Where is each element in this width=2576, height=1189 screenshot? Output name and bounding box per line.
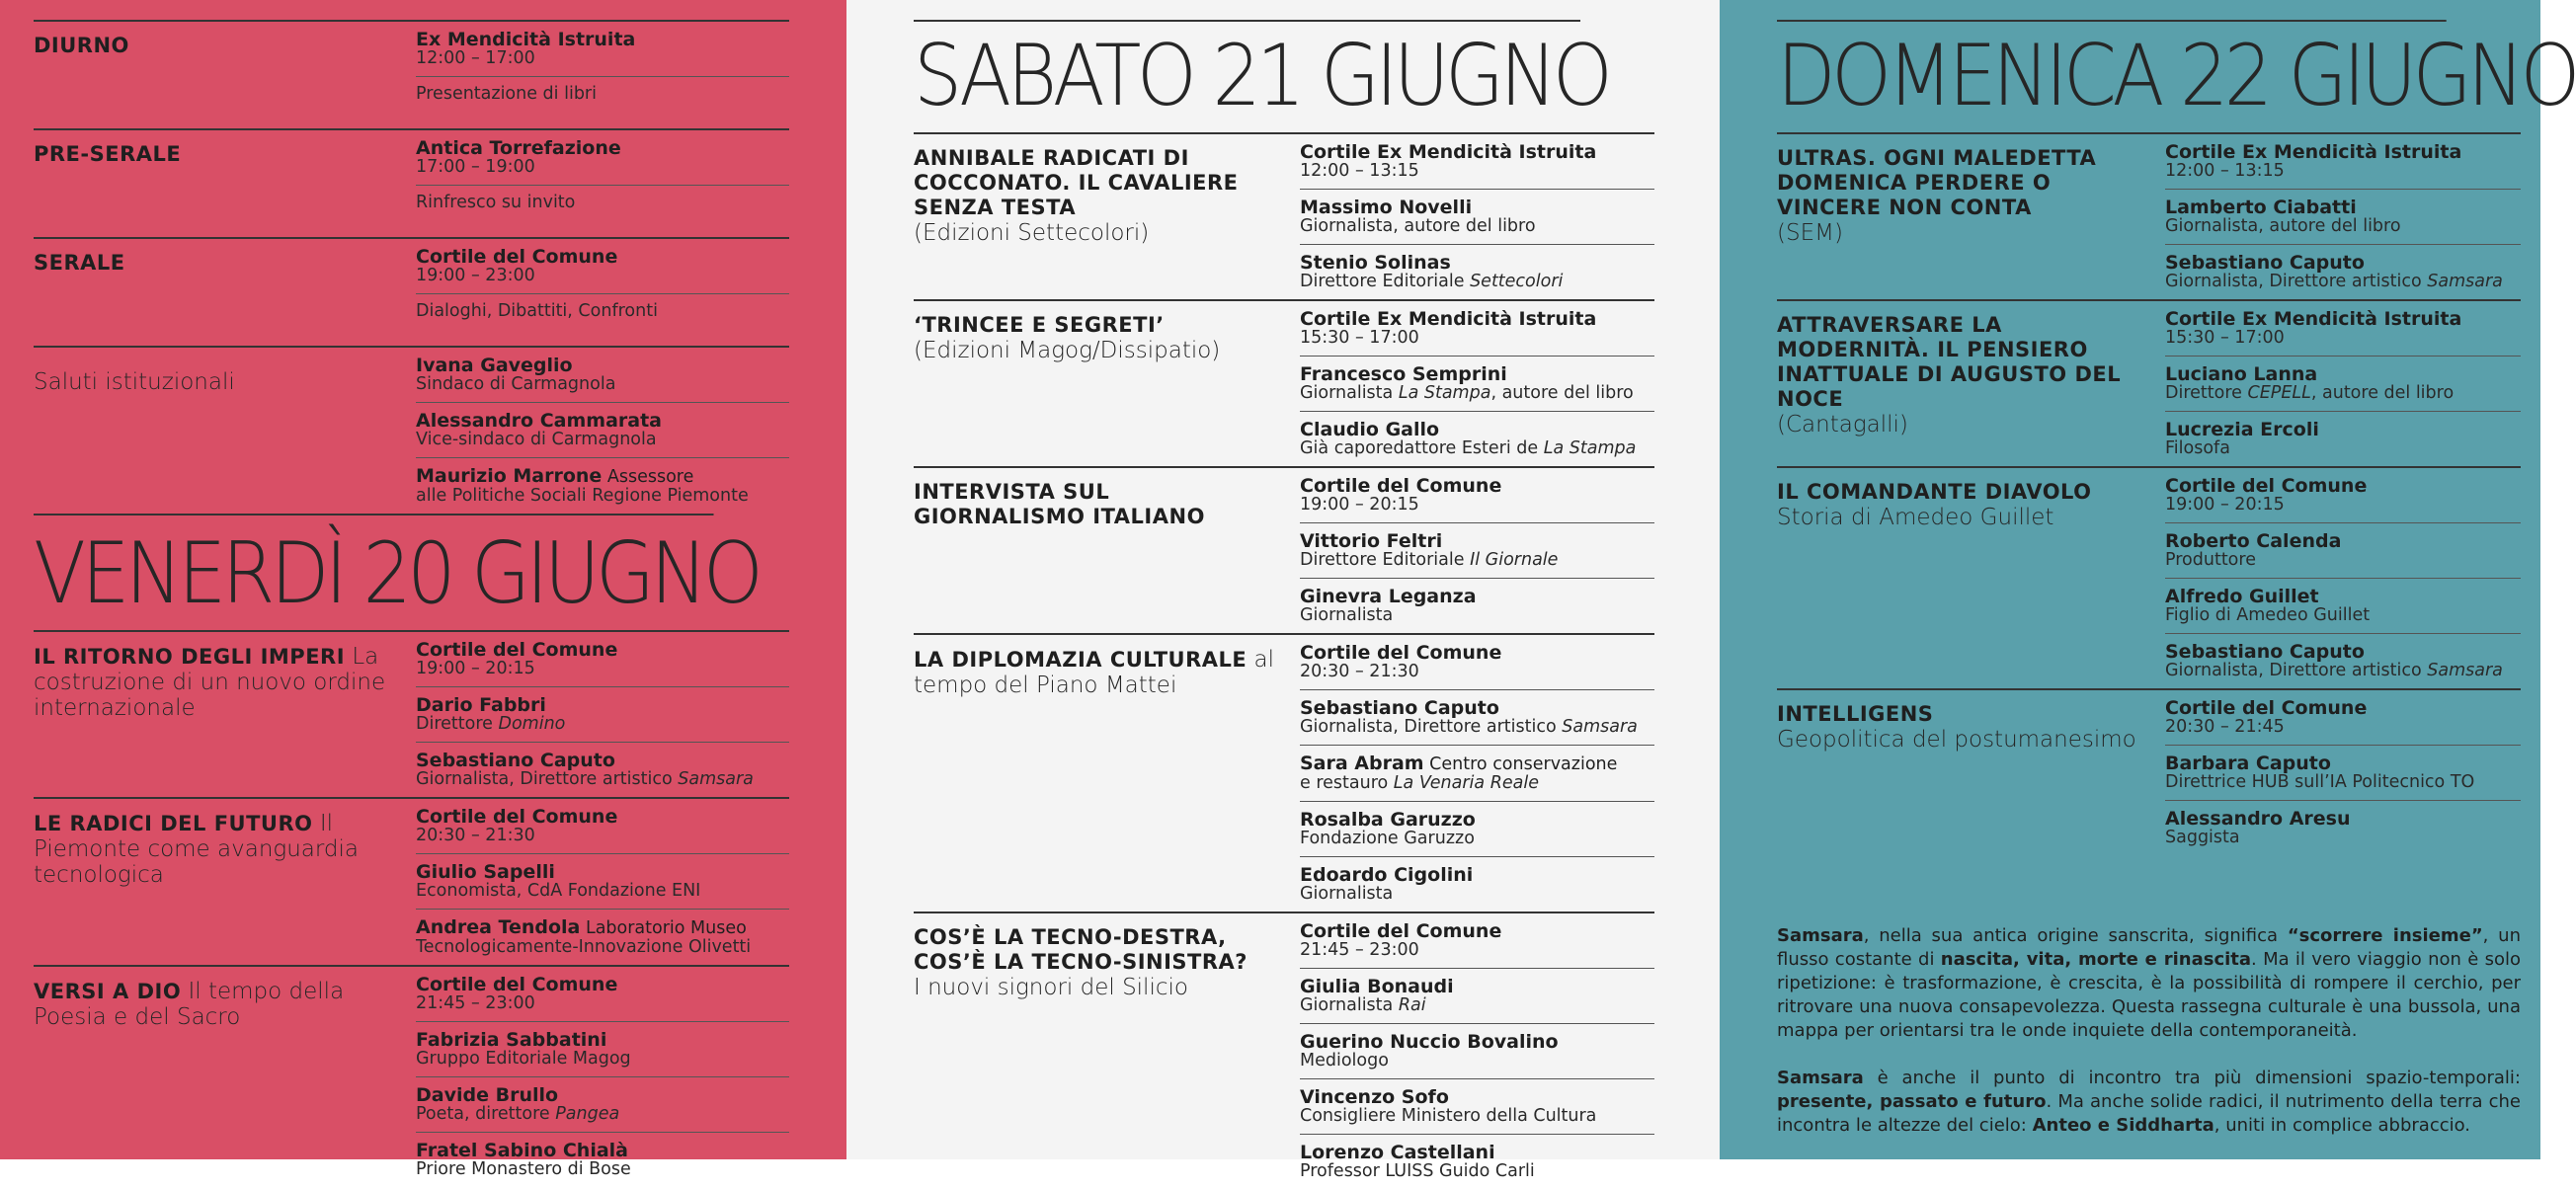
row-name: Ginevra Leganza	[1300, 586, 1477, 607]
row-detail: Poeta, direttore Pangea	[416, 1104, 620, 1124]
speaker-row	[1300, 856, 1654, 912]
session-speakers	[1300, 468, 1654, 633]
speaker-row	[1300, 301, 1654, 356]
speaker-row	[1300, 635, 1654, 689]
session-description: Geopolitica del postumanesimo	[1777, 727, 2136, 753]
row-detail: Giornalista La Stampa, autore del libro	[1300, 383, 1634, 403]
session-speakers	[1300, 301, 1654, 466]
row-detail-italic: Settecolori	[1470, 272, 1564, 291]
row-detail: Giornalista, Direttore artistico Samsara	[2165, 272, 2503, 291]
row-detail: alle Politiche Sociali Regione Piemonte	[416, 486, 749, 506]
session-speakers	[2165, 468, 2521, 688]
row-detail: 12:00 – 17:00	[416, 48, 535, 68]
speaker-row	[416, 76, 789, 128]
session-speakers	[2165, 134, 2521, 299]
speaker-row	[2165, 690, 2521, 745]
row-detail: Fondazione Garuzzo	[1300, 829, 1475, 848]
session-description: La costruzione di un nuovo ordine internazionale	[34, 644, 386, 721]
row-detail: 19:00 – 20:15	[2165, 495, 2285, 515]
row-detail: 15:30 – 17:00	[1300, 328, 1419, 348]
session-info	[34, 632, 416, 797]
time-slot-info	[34, 239, 416, 346]
row-name: Cortile del Comune	[1300, 920, 1502, 942]
time-slot-label: SERALE	[34, 251, 125, 275]
session-title: ATTRAVERSARE LA MODERNITÀ. IL PENSIERO INATTUALE DI AUGUSTO DEL NOCE	[1777, 313, 2122, 411]
row-name: Dario Fabbri	[416, 694, 546, 716]
row-detail: Saggista	[2165, 828, 2240, 847]
row-detail: Giornalista, Direttore artistico Samsara	[416, 769, 754, 789]
row-detail: Priore Monastero di Bose	[416, 1159, 631, 1179]
speaker-row	[1300, 968, 1654, 1023]
row-detail: 21:45 – 23:00	[1300, 940, 1419, 960]
row-name: Vittorio Feltri	[1300, 530, 1443, 552]
row-name: Ex Mendicità Istruita	[416, 29, 636, 50]
session-title: INTELLIGENS	[1777, 702, 1934, 726]
row-name: Cortile del Comune	[416, 806, 618, 828]
speaker-row	[1300, 1134, 1654, 1189]
session-info	[1777, 468, 2165, 688]
greetings-speakers	[416, 348, 789, 514]
session-block	[914, 912, 1654, 1189]
session-block	[34, 965, 789, 1187]
row-detail-italic: CEPELL	[2247, 383, 2311, 403]
speaker-row	[1300, 356, 1654, 411]
session-speakers	[416, 632, 789, 797]
row-inline-note: Laboratorio Museo	[580, 918, 747, 938]
row-name: Cortile del Comune	[2165, 475, 2368, 497]
row-name: Antica Torrefazione	[416, 137, 621, 159]
session-block	[1777, 466, 2521, 688]
row-detail-italic: La Stampa	[1398, 383, 1491, 403]
day-title: VENERDÌ 20 GIUGNO	[34, 514, 714, 630]
speaker-row	[1300, 189, 1654, 244]
row-name: Ivana Gaveglio	[416, 355, 573, 376]
row-name: Cortile del Comune	[1300, 475, 1502, 497]
row-name: Maurizio Marrone Assessore	[416, 465, 694, 487]
row-name: Francesco Semprini	[1300, 363, 1507, 385]
session-title: ANNIBALE RADICATI DI COCCONATO. IL CAVALIERE SENZA TESTA	[914, 146, 1239, 219]
session-title: ‘TRINCEE E SEGRETI’	[914, 313, 1165, 337]
row-detail: 21:45 – 23:00	[416, 993, 535, 1013]
session-description: Il tempo della Poesia e del Sacro	[34, 979, 345, 1030]
row-name: Massimo Novelli	[1300, 197, 1473, 218]
speaker-row	[416, 348, 789, 402]
row-name: Barbara Caputo	[2165, 753, 2331, 774]
row-detail: Mediologo	[1300, 1051, 1389, 1070]
row-detail: Dialoghi, Dibattiti, Confronti	[416, 301, 658, 321]
day-title: SABATO 21 GIUGNO	[914, 20, 1580, 132]
speaker-row	[416, 742, 789, 797]
row-detail-italic: Il Giornale	[1470, 550, 1559, 570]
row-detail-italic: Samsara	[678, 769, 754, 789]
row-name: Davide Brullo	[416, 1084, 559, 1106]
row-detail: 17:00 – 19:00	[416, 157, 535, 177]
time-slot-info	[34, 130, 416, 237]
row-detail: Rinfresco su invito	[416, 193, 576, 212]
row-inline-note: Centro conservazione	[1423, 754, 1618, 774]
row-name: Alfredo Guillet	[2165, 586, 2319, 607]
session-block	[1777, 688, 2521, 855]
time-slot-block	[34, 128, 789, 237]
time-slot-block	[34, 237, 789, 346]
row-detail: Giornalista, autore del libro	[1300, 216, 1536, 236]
speaker-row	[1300, 134, 1654, 189]
greetings-block	[34, 346, 789, 514]
speaker-row	[1300, 578, 1654, 633]
row-name: Lucrezia Ercoli	[2165, 419, 2319, 440]
row-detail: Giornalista, Direttore artistico Samsara	[1300, 717, 1638, 737]
row-detail: Figlio di Amedeo Guillet	[2165, 605, 2371, 625]
row-name: Edoardo Cigolini	[1300, 864, 1474, 886]
speaker-row	[2165, 745, 2521, 800]
row-detail: Già caporedattore Esteri de La Stampa	[1300, 438, 1637, 458]
session-description: Il Piemonte come avanguardia tecnologica	[34, 811, 360, 888]
about-emphasis: Anteo e Siddharta	[2032, 1115, 2214, 1136]
speaker-row	[416, 1021, 789, 1076]
row-name: Cortile del Comune	[1300, 642, 1502, 664]
greetings-label: Saluti istituzionali	[34, 369, 235, 395]
speaker-row	[416, 185, 789, 237]
row-name: Giulia Bonaudi	[1300, 976, 1454, 997]
session-description: (Cantagalli)	[1777, 412, 1908, 437]
row-detail-italic: Samsara	[2427, 661, 2503, 680]
session-title: INTERVISTA SUL GIORNALISMO ITALIANO	[914, 480, 1205, 528]
time-slot-info	[34, 22, 416, 128]
row-detail: Sindaco di Carmagnola	[416, 374, 616, 394]
row-detail: Vice-sindaco di Carmagnola	[416, 430, 657, 449]
speaker-row	[1300, 411, 1654, 466]
speaker-row	[2165, 800, 2521, 855]
row-detail: Tecnologicamente-Innovazione Olivetti	[416, 937, 752, 957]
row-detail: Giornalista, Direttore artistico Samsara	[2165, 661, 2503, 680]
row-detail-italic: La Venaria Reale	[1393, 773, 1539, 793]
session-description: al tempo del Piano Mattei	[914, 647, 1275, 698]
row-name: Roberto Calenda	[2165, 530, 2342, 552]
row-detail: Direttore CEPELL, autore del libro	[2165, 383, 2455, 403]
session-description: I nuovi signori del Silicio	[914, 975, 1188, 1000]
row-detail: 19:00 – 20:15	[416, 659, 535, 678]
session-block	[914, 466, 1654, 633]
speaker-row	[2165, 468, 2521, 522]
row-detail-italic: Samsara	[1562, 717, 1638, 737]
speaker-row	[1300, 689, 1654, 745]
session-info	[914, 134, 1300, 299]
row-detail: Consigliere Ministero della Cultura	[1300, 1106, 1597, 1126]
session-speakers	[416, 967, 789, 1187]
row-name: Cortile Ex Mendicità Istruita	[2165, 308, 2462, 330]
row-detail: 20:30 – 21:30	[416, 826, 535, 845]
session-speakers	[1300, 635, 1654, 912]
session-speakers	[1300, 134, 1654, 299]
row-name: Stenio Solinas	[1300, 252, 1451, 274]
speaker-row	[416, 967, 789, 1021]
row-detail: 12:00 – 13:15	[1300, 161, 1419, 181]
row-detail: Giornalista	[1300, 884, 1394, 904]
session-info	[34, 799, 416, 965]
row-name: Sebastiano Caputo	[2165, 641, 2365, 663]
speaker-row	[416, 22, 789, 76]
session-block	[1777, 132, 2521, 299]
session-title: ULTRAS. OGNI MALEDETTA DOMENICA PERDERE O VINCERE NON CONTA	[1777, 146, 2097, 219]
row-detail: e restauro La Venaria Reale	[1300, 773, 1539, 793]
row-name: Lorenzo Castellani	[1300, 1142, 1495, 1163]
speaker-row	[2165, 522, 2521, 578]
session-block	[34, 797, 789, 965]
speaker-row	[416, 402, 789, 457]
speaker-row	[1300, 1078, 1654, 1134]
speaker-row	[2165, 301, 2521, 356]
row-name: Luciano Lanna	[2165, 363, 2318, 385]
row-detail: 12:00 – 13:15	[2165, 161, 2285, 181]
speaker-row	[416, 799, 789, 853]
about-emphasis: presente, passato e futuro	[1777, 1091, 2047, 1112]
about-emphasis: Samsara	[1777, 1068, 1864, 1088]
time-slot-details	[416, 22, 789, 128]
speaker-row	[2165, 244, 2521, 299]
speaker-row	[416, 457, 789, 514]
row-name: Rosalba Garuzzo	[1300, 809, 1476, 831]
row-detail: Economista, CdA Fondazione ENI	[416, 881, 701, 901]
session-info	[914, 301, 1300, 466]
speaker-row	[416, 909, 789, 965]
speaker-row	[416, 293, 789, 346]
about-emphasis: nascita, vita, morte e rinascita	[1940, 949, 2252, 970]
row-detail: Direttrice HUB sull’IA Politecnico TO	[2165, 772, 2475, 792]
speaker-row	[2165, 189, 2521, 244]
saturday-column	[846, 0, 1720, 1181]
session-title: LA DIPLOMAZIA CULTURALE al tempo del Piano Mattei	[914, 647, 1275, 698]
row-name: Sebastiano Caputo	[1300, 697, 1499, 719]
row-detail-italic: Pangea	[555, 1104, 620, 1124]
time-slot-details	[416, 130, 789, 237]
sunday-column	[1720, 0, 2576, 1159]
session-info	[1777, 301, 2165, 466]
row-detail: Direttore Domino	[416, 714, 566, 734]
session-info	[914, 913, 1300, 1189]
about-samsara-text	[1777, 924, 2521, 1138]
speaker-row	[416, 1076, 789, 1132]
row-detail: Produttore	[2165, 550, 2256, 570]
row-detail: Giornalista, autore del libro	[2165, 216, 2401, 236]
time-slot-label: DIURNO	[34, 34, 129, 57]
about-paragraph: Samsara è anche il punto di incontro tra più dimensioni spazio-temporali: presente, passato e futuro. Ma anche solide radici, il nutrimento della terra che incontra le altezze del cielo: Anteo e Siddharta, uniti in complice abbraccio.	[1777, 1068, 2521, 1136]
row-detail-italic: La Stampa	[1543, 438, 1637, 458]
speaker-row	[2165, 411, 2521, 466]
row-name: Sebastiano Caputo	[416, 750, 615, 771]
speaker-row	[2165, 356, 2521, 411]
row-detail: Professor LUISS Guido Carli	[1300, 1161, 1535, 1181]
speaker-row	[2165, 134, 2521, 189]
session-description: (Edizioni Settecolori)	[914, 220, 1150, 246]
session-block	[914, 299, 1654, 466]
row-inline-note: Assessore	[602, 467, 694, 487]
session-title: IL RITORNO DEGLI IMPERI La costruzione di un nuovo ordine internazionale	[34, 644, 386, 721]
speaker-row	[2165, 578, 2521, 633]
session-speakers	[2165, 301, 2521, 466]
row-name: Claudio Gallo	[1300, 419, 1440, 440]
time-slot-details	[416, 239, 789, 346]
speaker-row	[416, 686, 789, 742]
speaker-row	[1300, 468, 1654, 522]
row-name: Fratel Sabino Chialà	[416, 1140, 629, 1161]
row-name: Cortile del Comune	[416, 246, 618, 268]
row-name: Cortile del Comune	[2165, 697, 2368, 719]
row-detail: Giornalista Rai	[1300, 995, 1426, 1015]
row-detail: Giornalista	[1300, 605, 1394, 625]
speaker-row	[1300, 801, 1654, 856]
row-detail-italic: Samsara	[2427, 272, 2503, 291]
session-info	[1777, 134, 2165, 299]
session-info	[914, 635, 1300, 912]
session-description: (Edizioni Magog/Dissipatio)	[914, 338, 1221, 363]
row-detail: 19:00 – 20:15	[1300, 495, 1419, 515]
row-name: Alessandro Cammarata	[416, 410, 662, 432]
session-speakers	[1300, 913, 1654, 1189]
row-name: Cortile Ex Mendicità Istruita	[1300, 308, 1597, 330]
speaker-row	[1300, 244, 1654, 299]
row-detail: Presentazione di libri	[416, 84, 597, 104]
row-name: Guerino Nuccio Bovalino	[1300, 1031, 1559, 1053]
friday-column	[0, 0, 846, 1179]
row-name: Sara Abram Centro conservazione	[1300, 753, 1618, 774]
session-title: IL COMANDANTE DIAVOLO	[1777, 480, 2092, 504]
row-detail: Gruppo Editoriale Magog	[416, 1049, 631, 1069]
speaker-row	[1300, 913, 1654, 968]
row-detail: Direttore Editoriale Il Giornale	[1300, 550, 1559, 570]
row-name: Cortile Ex Mendicità Istruita	[2165, 141, 2462, 163]
row-detail: 15:30 – 17:00	[2165, 328, 2285, 348]
speaker-row	[416, 130, 789, 185]
row-name: Cortile del Comune	[416, 639, 618, 661]
row-name: Lamberto Ciabatti	[2165, 197, 2357, 218]
session-description: Storia di Amedeo Guillet	[1777, 505, 2054, 530]
speaker-row	[416, 1132, 789, 1187]
session-info	[1777, 690, 2165, 855]
row-name: Cortile Ex Mendicità Istruita	[1300, 141, 1597, 163]
session-block	[914, 633, 1654, 912]
speaker-row	[416, 239, 789, 293]
speaker-row	[1300, 745, 1654, 801]
speaker-row	[416, 853, 789, 909]
row-name: Vincenzo Sofo	[1300, 1086, 1449, 1108]
row-name: Giulio Sapelli	[416, 861, 555, 883]
day-title: DOMENICA 22 GIUGNO	[1777, 20, 2447, 132]
row-name: Sebastiano Caputo	[2165, 252, 2365, 274]
session-block	[1777, 299, 2521, 466]
time-slot-block	[34, 20, 789, 128]
session-title: VERSI A DIO Il tempo della Poesia e del Sacro	[34, 979, 345, 1030]
session-block	[34, 630, 789, 797]
speaker-row	[1300, 522, 1654, 578]
speaker-row	[1300, 1023, 1654, 1078]
session-title: COS’È LA TECNO-DESTRA, COS’È LA TECNO-SINISTRA?	[914, 925, 1248, 974]
session-speakers	[2165, 690, 2521, 855]
time-slot-label: PRE-SERALE	[34, 142, 182, 166]
row-name: Cortile del Comune	[416, 974, 618, 995]
about-emphasis: “scorrere insieme”	[2287, 925, 2483, 946]
session-description: (SEM)	[1777, 220, 1843, 246]
about-emphasis: Samsara	[1777, 925, 1864, 946]
row-name: Alessandro Aresu	[2165, 808, 2351, 830]
row-detail: 20:30 – 21:30	[1300, 662, 1419, 681]
session-speakers	[416, 799, 789, 965]
row-detail: Filosofa	[2165, 438, 2230, 458]
row-name: Fabrizia Sabbatini	[416, 1029, 607, 1051]
row-detail-italic: Domino	[498, 714, 566, 734]
session-info	[34, 967, 416, 1187]
about-paragraph: Samsara, nella sua antica origine sanscrita, significa “scorrere insieme”, un flusso costante di nascita, vita, morte e rinascita. Ma il vero viaggio non è solo ripetizione: è trasformazione, è crescita, è la possibilità di rompere il cerchio, per ritrovare una nuova consapevolezza. Questa rassegna culturale è una bussola, una mappa per orientarsi tra le onde inquiete della contemporaneità.	[1777, 925, 2521, 1041]
row-detail: Direttore Editoriale Settecolori	[1300, 272, 1564, 291]
row-detail-italic: Rai	[1398, 995, 1426, 1015]
session-title: LE RADICI DEL FUTURO Il Piemonte come avanguardia tecnologica	[34, 811, 360, 888]
row-detail: 20:30 – 21:45	[2165, 717, 2285, 737]
speaker-row	[2165, 633, 2521, 688]
session-block	[914, 132, 1654, 299]
greetings-info	[34, 348, 416, 514]
speaker-row	[416, 632, 789, 686]
row-detail: 19:00 – 23:00	[416, 266, 535, 285]
row-name: Andrea Tendola Laboratorio Museo	[416, 916, 747, 938]
session-info	[914, 468, 1300, 633]
